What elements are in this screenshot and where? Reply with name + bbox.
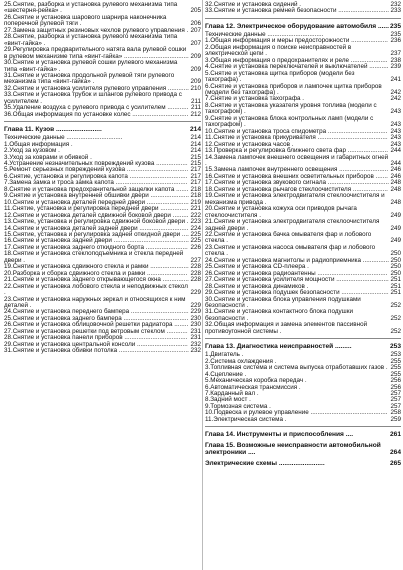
toc-page-number: 215 [190, 153, 201, 161]
toc-entry-title: 26.Снятие и установка облицовочной решетки радиатора [4, 321, 173, 329]
section-rule [205, 338, 401, 339]
toc-page-number: 243 [390, 127, 401, 135]
toc-leader-dots: . [244, 224, 249, 232]
toc-page-number: 221 [190, 205, 201, 213]
toc-page-number: 217 [190, 179, 201, 187]
toc-entry-title: 29.Регулировка предварительного натяга вала рулевой сошки в рулевом механизме типа «винт-гайка» [4, 46, 187, 60]
toc-entry-title: 26.Снятие и установка шарового шарнира наконечника поперечной рулевой тяги [4, 13, 167, 28]
toc-entry-title: 18.Снятие и установка рычагов стеклоочистителя [205, 185, 352, 193]
toc-page-number: 223 [190, 218, 201, 226]
toc-page-number: 248 [390, 198, 401, 206]
toc-leader-dots: . [244, 301, 249, 309]
toc-leader-dots: .................... [351, 185, 388, 193]
toc-leader-dots: . [77, 20, 82, 28]
toc-entry-title: 28.Снятие, разборка и установка рулевого механизма типа «винт-гайка» [4, 33, 178, 47]
toc-page-number: 252 [390, 301, 401, 309]
toc-leader-dots: ..................................... [122, 52, 189, 60]
toc-entry-title: 23.Снятие и установка наружных зеркал и относящихся к ним деталей [4, 295, 186, 309]
toc-page-number: 222 [190, 211, 201, 219]
toc-page-number: 218 [190, 185, 201, 193]
toc-entry-title: 32.Снятие и установка сидений [205, 1, 298, 8]
toc-page-number: 233 [390, 7, 401, 15]
electrical-schemes-heading: Электрические схемы ......................... 265 [205, 460, 401, 468]
toc-page-number: 256 [390, 383, 401, 391]
toc-entry-title: 21.Снятие и установка заднего открывающегося окна [4, 276, 161, 284]
toc-entry-title: 14.Снятие и установка деталей задней двери [4, 224, 138, 232]
toc-page-number: 257 [390, 389, 401, 397]
toc-leader-dots: . [58, 7, 62, 15]
toc-page-number: 226 [190, 243, 201, 251]
toc-page-number: 207 [190, 26, 201, 34]
toc-page-number: 251 [390, 276, 401, 284]
toc-leader-dots: . [27, 301, 32, 309]
toc-entry-title: 10.Подвеска и рулевое управление [205, 409, 309, 417]
toc-page-number: 239 [390, 63, 401, 71]
toc-entry-title: 25.Снятие и установка заднего бампера [4, 314, 122, 322]
toc-entry-title: 22.Снятие и установка бачка омывателя фар и лобового стекла [205, 231, 372, 245]
toc-page-number: 253 [390, 351, 401, 359]
toc-leader-dots: ........................................... [111, 237, 189, 245]
toc-entry-title: 31.Снятие и установка контактного блока подушки безопасности [205, 308, 353, 322]
toc-page-number: 242 [390, 95, 401, 103]
toc-entry-title: 12.Снятие и установка деталей сдвижной боковой двери [4, 211, 171, 219]
toc-page-number: 250 [390, 250, 401, 258]
toc-entry-title: 16.Снятие и установка внешних осветительных приборов [205, 172, 374, 180]
toc-entry-title: 18.Снятие и установка стеклоподъемника и стекла передней двери [4, 250, 184, 264]
toc-entry-title: 7.Снятие и установка тахографа [205, 95, 301, 103]
chapter-15-heading: Глава 15. Возможные неисправности автомобильной электроники .... 264 [205, 442, 401, 457]
toc-leader-dots: . [69, 140, 73, 148]
toc-page-number: 250 [390, 256, 401, 264]
toc-page-number: 217 [190, 166, 201, 174]
toc-page-number: 227 [190, 256, 201, 264]
toc-entry-title: 2.Система охлаждения [205, 357, 273, 365]
toc-leader-dots: ............... [360, 256, 389, 264]
toc-page-number: 251 [390, 289, 401, 297]
toc-leader-dots: ............... [160, 276, 189, 284]
toc-entry [205, 417, 401, 423]
toc-leader-dots: .................. [154, 160, 188, 168]
toc-leader-dots: ........................................ [315, 269, 388, 277]
toc-entry-title: 27.Снятие и установка решетки под ветровым стеклом [4, 327, 165, 335]
toc-entry-title: 17.Снятие и установка звукового сигнала [205, 179, 326, 187]
toc-entry-title: 2.Уход за кузовом [4, 147, 57, 155]
toc-leader-dots: ............................................ [308, 409, 388, 417]
toc-page-number: 217 [190, 172, 201, 180]
toc-leader-dots: . [184, 26, 189, 34]
toc-entry-title: 5.Механическая коробка передач [205, 377, 304, 385]
toc-page-number: 238 [390, 56, 401, 64]
toc-leader-dots: ..................... [349, 56, 388, 64]
toc-page-number: 249 [390, 224, 401, 232]
toc-leader-dots: ........................................ [315, 134, 388, 142]
column-divider [202, 0, 203, 570]
toc-leader-dots: . [237, 76, 242, 84]
toc-entry-title: 16.Снятие и установка задней двери [4, 237, 112, 245]
toc-leader-dots: . [21, 256, 25, 264]
toc-leader-dots: ............................. [135, 340, 188, 348]
toc-page-number: 232 [190, 347, 201, 355]
toc-page-number: 209 [190, 78, 201, 86]
toc-leader-dots: ........................ [143, 243, 188, 251]
toc-page-number: 236 [390, 37, 401, 45]
toc-entry-title: 13.Снятие, установка и регулировка сдвижной боковой двери [4, 218, 185, 226]
toc-page-number: 237 [390, 50, 401, 58]
toc-entry-title: 35.Удаление воздуха с рулевого привода с усилителем [4, 104, 166, 112]
toc-page-number: 258 [390, 409, 401, 417]
toc-entry-title: 4.Сцепление [205, 370, 243, 378]
toc-page-number: 228 [190, 269, 201, 277]
toc-entry-title: 12.Снятие и установка часов [205, 140, 290, 148]
toc-page-number: 243 [390, 121, 401, 129]
toc-entry-title: 33.Снятие и установка ремней безопасности [205, 7, 337, 15]
chapter-12-specs: Технические данные ................................ 235 [205, 30, 401, 38]
toc-entry-title: 10.Снятие и установка деталей передней двери [4, 198, 146, 206]
toc-leader-dots: . [277, 327, 282, 335]
toc-leader-dots: . [4, 289, 6, 297]
toc-entry-title: 29.Снятие и установка центральной консоли [4, 340, 136, 348]
toc-page-number: 215 [190, 160, 201, 168]
toc-entry-title: 1.Двигатель [205, 351, 240, 359]
toc-leader-dots: ....................... [145, 269, 188, 277]
toc-leader-dots: . [255, 389, 259, 397]
toc-page-number: 225 [190, 237, 201, 245]
toc-page-number: 249 [390, 211, 401, 219]
toc-entry-title: 7.Замена замка и троса замка капота [4, 179, 114, 187]
toc-entry-title: 20.Снятие и установка кожуха оси приводов рычага стеклоочистителя [205, 205, 357, 219]
toc-entry-title: 28.Снятие и установка панели приборов [4, 334, 123, 342]
toc-page-number: 228 [190, 276, 201, 284]
toc-leader-dots: ...................... [148, 263, 189, 271]
toc-leader-dots: ..................................... [121, 314, 189, 322]
toc-leader-dots: . [304, 282, 309, 290]
toc-page-number: 207 [190, 39, 201, 47]
toc-leader-dots: ....................... [346, 147, 389, 155]
toc-entry-title: 9.Снятие и установка блока контрольных ламп (модели с тахографом) [205, 114, 374, 129]
toc-leader-dots: ......... [170, 211, 189, 219]
toc-page-number: 205 [190, 7, 201, 15]
toc-leader-dots: . [305, 263, 309, 271]
toc-leader-dots: ............ [164, 327, 188, 335]
toc-entry-title: 1.Общая информация и меры предосторожности [205, 37, 350, 45]
toc-entry-title: 19.Снятие и установка сдвижного стекла и рамки [4, 263, 149, 271]
toc-entry-title: 10.Снятие и установка троса спидометра [205, 127, 327, 135]
toc-page-number: 231 [190, 334, 201, 342]
toc-entry-title: 31.Снятие и установка обивки потолка [4, 347, 118, 355]
toc-page-number: 206 [190, 20, 201, 28]
toc-leader-dots: .................................. [326, 127, 388, 135]
toc-entry-title: 32.Общая информация и замена элементов пассивной противоугонной системы [205, 321, 368, 335]
toc-page-number: 228 [190, 263, 201, 271]
toc-entry-title: 20.Разборка и сборка сдвижного стекла и рамки [4, 269, 146, 277]
toc-entry-title: 15.Снятие, установка и регулировка задней откидной двери [4, 231, 181, 238]
toc-page-number: 255 [390, 357, 401, 365]
toc-entry-title: 31.Снятие и установка продольной рулевой тяги рулевого механизма типа «винт-гайка» [4, 71, 175, 86]
toc-page-number: 229 [190, 301, 201, 309]
toc-entry-title: 11.Электрическая система [205, 415, 283, 423]
toc-entry-title: 11.Снятие, установка и регулировка передней двери [4, 205, 159, 213]
toc-entry-title: 8.Снятие и установка указателя уровня топлива (модели с тахографом) [205, 101, 377, 116]
toc-leader-dots: ............................ [337, 166, 389, 174]
toc-page-number: 212 [190, 110, 201, 118]
chapter-11-specs: Технические данные ................................ 214 [4, 134, 201, 142]
toc-entry-title: 25.Снятие, разборка и установка рулевого механизма типа «шестерня-рейка» [4, 1, 178, 15]
toc-page-number: 246 [390, 166, 401, 174]
toc-leader-dots: ................................... [125, 166, 189, 174]
toc-entry [4, 112, 201, 118]
toc-leader-dots: ................................. [127, 172, 188, 180]
toc-leader-dots: . [56, 147, 60, 155]
toc-entry-title: 33.Снятие и установка трубок и шлангов рулевого привода с усилителем [4, 91, 182, 105]
toc-entry-title: 32.Снятие и установка усилителя рулевого управления [4, 84, 167, 92]
toc-entry-title: 30.Снятие и установка рулевой сошки рулевого механизма типа «винт-гайка» [4, 59, 178, 73]
toc-entry-title: 11.Снятие и установка прикуривателя [205, 134, 316, 142]
toc-list-chapter12 [205, 38, 401, 335]
toc-leader-dots: . [242, 370, 247, 378]
toc-entry-title: 13.Проверка и регулировка ближнего света фар [205, 147, 347, 155]
toc-entry-title: 22.Снятие и установка лобового стекла и неподвижных стекол [4, 282, 188, 290]
toc-leader-dots: ........................... [339, 289, 389, 297]
toc-page-number: 230 [190, 321, 201, 329]
toc-leader-dots: .............................. [334, 276, 389, 284]
toc-list-chapter13 [205, 352, 401, 423]
toc-entry-title: 3.Топливная система и система выпуска отработавших газов [205, 364, 385, 372]
toc-page-number: 231 [190, 327, 201, 335]
toc-page-number: 232 [190, 340, 201, 348]
toc-list-chapter11-end [205, 2, 401, 15]
toc-leader-dots: ................................. [129, 308, 189, 316]
toc-page-number: 250 [390, 263, 401, 271]
toc-page-number: 257 [390, 396, 401, 404]
toc-leader-dots: . [224, 237, 228, 245]
toc-page-number: 243 [390, 108, 401, 116]
toc-page-number: 214 [190, 147, 201, 155]
toc-leader-dots: . [297, 1, 301, 8]
toc-leader-dots: . [184, 218, 189, 226]
toc-leader-dots: ..................... [349, 37, 388, 45]
toc-leader-dots: . [242, 121, 246, 129]
toc-leader-dots: .... [180, 231, 189, 238]
toc-page-number: 225 [190, 231, 201, 238]
toc-page-number: 255 [390, 364, 401, 372]
toc-page-number: 232 [390, 1, 401, 8]
toc-page-number: 211 [190, 104, 201, 112]
toc-leader-dots: . [257, 211, 261, 219]
toc-page-number: 210 [190, 84, 201, 92]
toc-leader-dots: ............................. [336, 7, 390, 15]
toc-page-number: 250 [390, 269, 401, 277]
toc-leader-dots: . [224, 250, 228, 258]
toc-entry-title: 21.Снятие и установка электродвигателя стеклоочистителя задней двери [205, 218, 380, 232]
toc-entry-title: 1.Общая информация [4, 140, 70, 148]
toc-entry-title: 14.Замена лампочек внешнего освещения и габаритных огней [205, 153, 389, 161]
toc-page-number: 214 [190, 140, 201, 148]
toc-entry-title: 8.Снятие и установка предохранительной защелки капота [4, 185, 175, 193]
toc-leader-dots: . [384, 364, 388, 372]
toc-page-number: 211 [190, 97, 201, 105]
toc-entry-title: 30.Снятие и установка блока управления подушками безопасности [205, 295, 361, 309]
toc-leader-dots: ................................ [130, 110, 189, 118]
section-rule [205, 18, 401, 19]
left-column [4, 2, 201, 355]
toc-leader-dots: . [244, 314, 249, 322]
toc-page-number: 241 [390, 76, 401, 84]
toc-leader-dots: ............ [165, 104, 189, 112]
toc-leader-dots: . [303, 377, 307, 385]
toc-entry [205, 8, 401, 14]
toc-leader-dots: . [297, 383, 301, 391]
toc-leader-dots: . [272, 357, 277, 365]
toc-entry-title: 4.Снятие и установка переключателей и выключателей [205, 63, 368, 71]
toc-entry-title: 36.Общая информация по установке колес [4, 110, 131, 118]
toc-entry-title: 24.Снятие и установка магнитолы и радиоприемника [205, 256, 361, 264]
chapter-11-heading: Глава 11. Кузов ......................... 214 [4, 126, 201, 134]
toc-leader-dots: ............ [166, 84, 189, 92]
toc-page-number: 209 [190, 52, 201, 60]
toc-leader-dots: . [38, 97, 43, 105]
toc-leader-dots: . [263, 50, 267, 58]
toc-leader-dots: . [275, 89, 279, 97]
toc-page-number: 248 [390, 185, 401, 193]
toc-entry-title: 26.Снятие и установка радиоантенны [205, 269, 316, 277]
toc-leader-dots: ........................ [145, 198, 189, 206]
toc-leader-dots: . [205, 160, 207, 168]
toc-page-number: 243 [390, 134, 401, 142]
toc-page-number: 209 [190, 65, 201, 73]
toc-entry-title: 29.Снятие и установка подушек безопасности [205, 289, 340, 297]
toc-entry-title: 27.Замена защитных резиновых чехлов рулевого управления [4, 26, 185, 34]
toc-entry-title: 6.Автоматическая трансмиссия [205, 383, 298, 391]
toc-leader-dots: ...................... [148, 192, 189, 200]
section-rule [205, 426, 401, 427]
toc-page-number: 246 [390, 172, 401, 180]
toc-entry-title: 6.Снятие и установка приборов и лампочек щитка приборов (модели без тахографа) [205, 82, 382, 97]
toc-entry-title: 19.Снятие и установка электродвигателя стеклоочистителя и механизма привода [205, 192, 385, 206]
toc-entry-title: 6.Снятие, установка и регулировка капота [4, 172, 128, 180]
toc-leader-dots: . [300, 95, 304, 103]
toc-entry-title: 9.Снятие и установка внутренней обшивки двери [4, 192, 149, 200]
toc-leader-dots: ......................................... [113, 179, 188, 187]
toc-leader-dots: ........................................ [117, 347, 189, 355]
toc-entry [205, 322, 401, 335]
toc-leader-dots: . [90, 78, 95, 86]
chapter-12-heading: Глава 12. Электрическое оборудование автомобиля ...... 235 [205, 22, 401, 30]
toc-leader-dots: . [56, 65, 61, 73]
toc-entry-title: 25.Снятие и установка CD-плеера [205, 263, 306, 271]
toc-leader-dots: ........... [367, 63, 389, 71]
toc-page-number: 255 [390, 370, 401, 378]
toc-entry-title: 2.Общая информация о поиске неисправностей в электрической цепи [205, 43, 352, 58]
toc-page-number: 219 [190, 198, 201, 206]
toc-entry-title: 15.Замена лампочек внутреннего освещения [205, 166, 338, 174]
toc-page-number: 259 [390, 415, 401, 423]
chapter-13-heading: Глава 13. Диагностика неисправностей ......... 253 [205, 343, 401, 351]
toc-leader-dots: ....... [373, 172, 388, 180]
toc-leader-dots: ............................ [137, 224, 189, 232]
toc-entry [4, 348, 201, 354]
toc-entry-title: 8.Задний мост [205, 396, 248, 404]
toc-list-chapter11 [4, 142, 201, 355]
toc-page-number: 229 [190, 308, 201, 316]
toc-page-number: 229 [190, 289, 201, 297]
toc-page-number: 252 [390, 314, 401, 322]
toc-page-number: 243 [390, 140, 401, 148]
toc-page-number: 252 [390, 327, 401, 335]
toc-leader-dots: . [239, 351, 244, 359]
toc-entry-title: 27.Снятие и установка усилителя мощности [205, 276, 335, 284]
toc-page-number: 242 [390, 89, 401, 97]
toc-entry-title: 3.Уход за коврами и обивкой [4, 153, 89, 161]
toc-leader-dots: .................................... [122, 334, 188, 342]
toc-page-number: 218 [190, 192, 201, 200]
toc-leader-dots: ................................... [326, 179, 389, 187]
toc-leader-dots: . [242, 108, 246, 116]
toc-page-number: 230 [190, 314, 201, 322]
toc-entry-title: 3.Общая информация о предохранителях и реле [205, 56, 349, 64]
toc-entry-title: 23.Снятие и установка насоса омывателя фар и лобового стекла [205, 243, 376, 258]
toc-leader-dots: ........ [172, 321, 189, 329]
toc-leader-dots: . [289, 140, 294, 148]
toc-leader-dots: . [247, 396, 251, 404]
section-rule [4, 121, 201, 122]
toc-entry-title: 24.Снятие и установка переднего бампера [4, 308, 130, 316]
toc-page-number: 244 [390, 147, 401, 155]
toc-page-number: 251 [390, 282, 401, 290]
toc-leader-dots: . [41, 39, 46, 47]
toc-page-number: 256 [390, 377, 401, 385]
toc-leader-dots: ....... [174, 185, 189, 193]
toc-entry-title: 7.Карданный вал [205, 389, 256, 397]
toc-leader-dots: ................ [158, 205, 189, 213]
toc-page-number: 244 [390, 160, 401, 168]
toc-entry-title: 5.Снятие и установка щитка приборов (модели без тахографа) [205, 69, 355, 84]
toc-entry-title: 5.Ремонт серьезных повреждений кузова [4, 166, 126, 174]
right-column [205, 2, 401, 469]
toc-leader-dots: . [88, 153, 92, 161]
toc-entry-title: 9.Тормозная система [205, 402, 268, 410]
toc-entry-title: 4.Устранение незначительных повреждений кузова [4, 160, 155, 168]
toc-leader-dots: . [282, 415, 287, 423]
toc-list-chapter10 [4, 2, 201, 118]
toc-page-number: 224 [190, 224, 201, 232]
toc-leader-dots: . [267, 402, 271, 410]
toc-entry-title: 28.Снятие и установка динамиков [205, 282, 305, 290]
toc-page-number: 248 [390, 179, 401, 187]
toc-entry-title: 17.Снятие и установка заднего откидного борта [4, 243, 144, 251]
toc-page-number: 249 [390, 237, 401, 245]
toc-page-number: 257 [390, 402, 401, 410]
toc-leader-dots: . [262, 198, 267, 206]
chapter-14-heading: Глава 14. Инструменты и приспособления .... 261 [205, 431, 401, 439]
